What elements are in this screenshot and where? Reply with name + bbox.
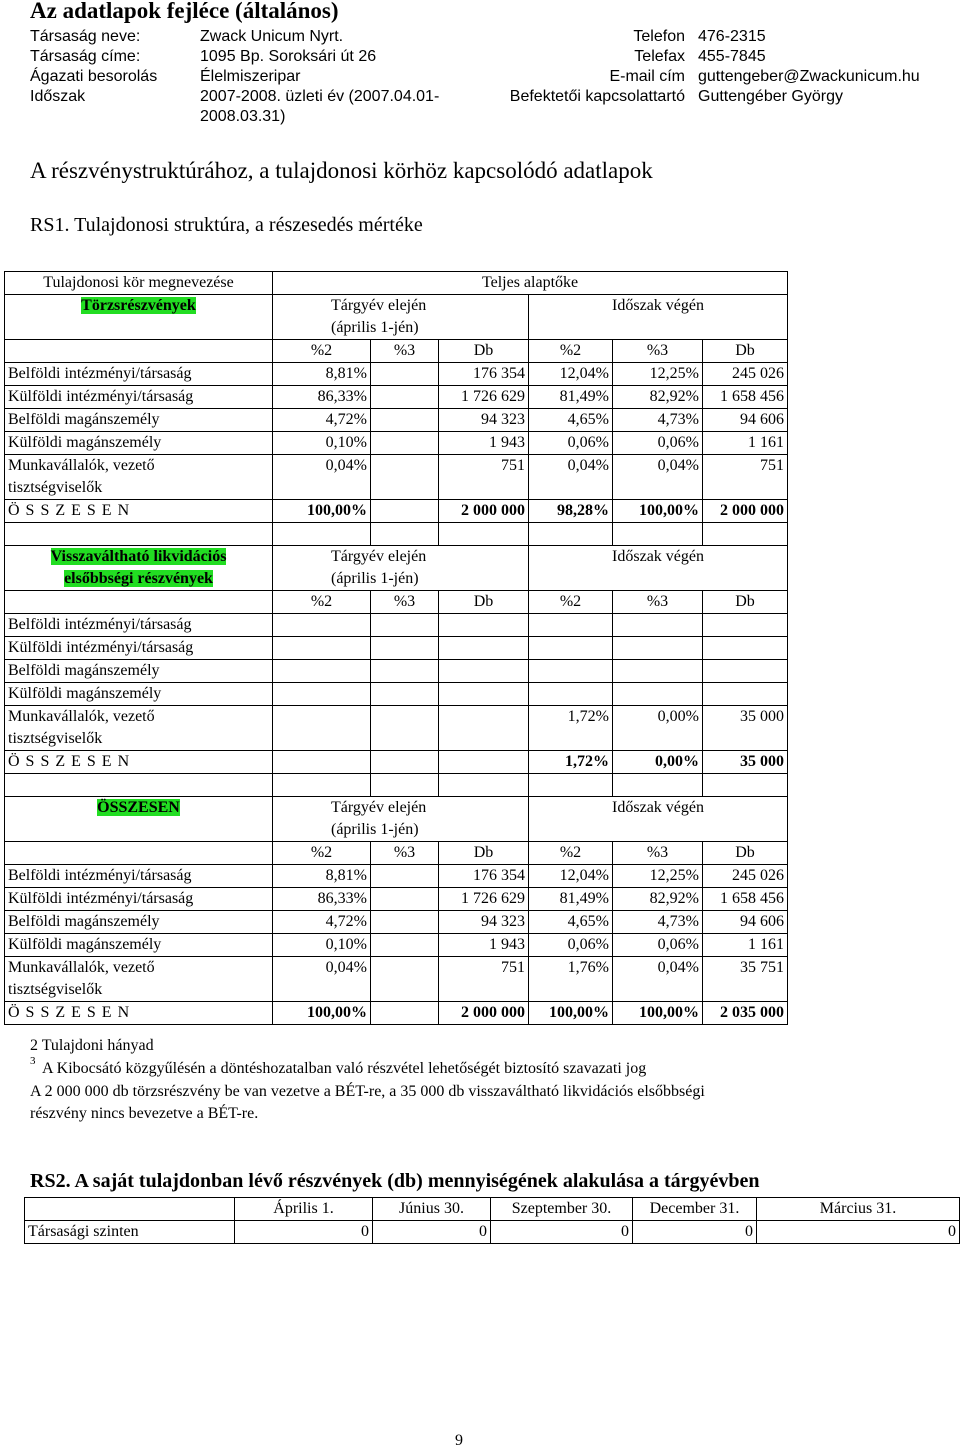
value-cell (439, 614, 529, 637)
blank-cell (613, 774, 703, 797)
total-row (5, 1002, 788, 1025)
value-cell: 1 161 (703, 934, 788, 957)
value-cell (273, 637, 371, 660)
value-cell: 12,04% (529, 363, 613, 386)
owner-category-label: Külföldi intézményi/társaság (8, 639, 194, 656)
value-cell: 86,33% (273, 888, 371, 911)
table-row (5, 455, 788, 500)
header-value: 2007-2008. üzleti év (2007.04.01- (200, 88, 440, 105)
date-column-header: Április 1. (235, 1198, 373, 1221)
value-cell: 1 943 (439, 432, 529, 455)
value-cell: 81,49% (529, 888, 613, 911)
value-cell: 0,04% (613, 957, 703, 1002)
owner-category-label: Belföldi intézményi/társaság (8, 616, 192, 633)
sub-column-header: %2 (273, 591, 371, 614)
table-row (5, 911, 788, 934)
date-column-header: Szeptember 30. (491, 1198, 633, 1221)
table-row (5, 614, 788, 637)
date-column-header: December 31. (633, 1198, 757, 1221)
value-cell: 751 (703, 455, 788, 500)
owner-category-label: Belföldi intézményi/társaság (8, 867, 192, 884)
sub-column-header: Db (439, 842, 529, 865)
block-name-line-2: elsőbbségi részvények (64, 570, 213, 587)
header-label-2: Telefax (634, 48, 685, 65)
rs2-header-row (25, 1198, 960, 1221)
table-row (5, 432, 788, 455)
owner-category (5, 911, 273, 934)
sub-column-header: %2 (273, 340, 371, 363)
block-header-row (5, 295, 788, 340)
value-cell (439, 660, 529, 683)
owner-category-label: Munkavállalók, vezető (8, 457, 155, 474)
value-cell: 751 (439, 455, 529, 500)
value-cell: 0,06% (613, 432, 703, 455)
header-label-2: E-mail cím (609, 68, 685, 85)
total-value: 2 000 000 (703, 500, 788, 523)
owner-category-label-2: tisztségviselők (8, 479, 103, 496)
value-cell: 35 751 (703, 957, 788, 1002)
owner-category (5, 683, 273, 706)
blank-cell (371, 523, 439, 546)
value-cell: 176 354 (439, 363, 529, 386)
value-cell: 94 606 (703, 409, 788, 432)
value-cell: 245 026 (703, 363, 788, 386)
total-value: 0,00% (613, 751, 703, 774)
value-cell (371, 683, 439, 706)
value-cell: 0,04% (273, 957, 371, 1002)
ownership-structure-table (4, 271, 788, 1025)
table-row (5, 637, 788, 660)
value-cell (529, 637, 613, 660)
value-cell: 4,72% (273, 911, 371, 934)
value-cell: 0 (491, 1221, 633, 1244)
blank-cell (273, 774, 371, 797)
value-cell (613, 637, 703, 660)
period-end-header: Időszak végén (529, 295, 788, 340)
total-value (371, 751, 439, 774)
value-cell (371, 614, 439, 637)
value-cell (371, 706, 439, 751)
date-column-header: Március 31. (757, 1198, 960, 1221)
header-value-2: 476-2315 (698, 28, 766, 45)
value-cell: 12,04% (529, 865, 613, 888)
value-cell (371, 957, 439, 1002)
period-end-header: Időszak végén (529, 546, 788, 591)
owner-category (5, 409, 273, 432)
value-cell: 4,73% (613, 409, 703, 432)
sub-column-header: %3 (371, 591, 439, 614)
value-cell (371, 911, 439, 934)
value-cell (613, 660, 703, 683)
total-value (371, 1002, 439, 1025)
table-row (5, 660, 788, 683)
value-cell: 0,04% (529, 455, 613, 500)
footnote-3: A Kibocsátó közgyűlésén a döntéshozatalban való részvétel lehetőségét biztosító szavazati jog (42, 1060, 647, 1077)
value-cell (439, 683, 529, 706)
value-cell: 4,73% (613, 911, 703, 934)
value-cell: 1,72% (529, 706, 613, 751)
sub-column-header-row (5, 340, 788, 363)
value-cell (371, 934, 439, 957)
sub-column-header: %3 (371, 842, 439, 865)
value-cell (371, 888, 439, 911)
value-cell: 94 323 (439, 409, 529, 432)
owner-category (5, 660, 273, 683)
sub-column-header: %2 (529, 340, 613, 363)
sub-column-header-row (5, 842, 788, 865)
sub-column-header: %2 (273, 842, 371, 865)
owner-category-label: Belföldi magánszemély (8, 662, 160, 679)
blank-cell (613, 523, 703, 546)
value-cell (371, 386, 439, 409)
owner-category-label-2: tisztségviselők (8, 981, 103, 998)
owner-category (5, 614, 273, 637)
total-value: 100,00% (613, 500, 703, 523)
owner-category (5, 432, 273, 455)
value-cell: 1 726 629 (439, 386, 529, 409)
header-value: Zwack Unicum Nyrt. (200, 28, 344, 45)
block-name (5, 295, 273, 340)
total-value (439, 751, 529, 774)
total-value: 35 000 (703, 751, 788, 774)
value-cell (439, 706, 529, 751)
value-cell: 245 026 (703, 865, 788, 888)
period-start-label: Tárgyév elején (331, 548, 427, 565)
blank-cell (529, 774, 613, 797)
owner-category-label: Külföldi magánszemély (8, 434, 162, 451)
value-cell: 0,06% (613, 934, 703, 957)
value-cell (273, 660, 371, 683)
total-value: 2 000 000 (439, 500, 529, 523)
owner-category-label: Belföldi magánszemély (8, 411, 160, 428)
blank-cell (371, 774, 439, 797)
owner-category (5, 934, 273, 957)
owner-category (5, 386, 273, 409)
sub-column-header: Db (439, 591, 529, 614)
sub-column-header: %3 (613, 340, 703, 363)
blank-cell (439, 774, 529, 797)
total-value: 98,28% (529, 500, 613, 523)
header-value-2: guttengeber@Zwackunicum.hu (698, 68, 920, 85)
value-cell: 35 000 (703, 706, 788, 751)
table-row (5, 683, 788, 706)
total-row (5, 751, 788, 774)
sub-column-header: %3 (371, 340, 439, 363)
header-label: Ágazati besorolás (30, 68, 158, 85)
owner-category (5, 865, 273, 888)
period-start-label: Tárgyév elején (331, 799, 427, 816)
owner-category (5, 637, 273, 660)
blank-cell (529, 523, 613, 546)
blank-cell (5, 842, 273, 865)
rs2-data-row (25, 1221, 960, 1244)
owner-category (5, 888, 273, 911)
header-value-2: 455-7845 (698, 48, 766, 65)
owner-category (5, 957, 273, 1002)
table-row (5, 957, 788, 1002)
value-cell (273, 683, 371, 706)
sub-column-header: %2 (529, 591, 613, 614)
blank-cell (703, 523, 788, 546)
value-cell (529, 614, 613, 637)
total-value: 1,72% (529, 751, 613, 774)
value-cell: 0,10% (273, 432, 371, 455)
spacer-row (5, 523, 788, 546)
owner-category (5, 706, 273, 751)
header-value: Élelmiszeripar (200, 68, 301, 85)
period-end-header: Időszak végén (529, 797, 788, 842)
value-cell (371, 432, 439, 455)
value-cell (529, 683, 613, 706)
blank-cell (703, 774, 788, 797)
value-cell (703, 683, 788, 706)
header-title: Az adatlapok fejléce (általános) (30, 0, 339, 23)
value-cell (439, 637, 529, 660)
spacer-row (5, 774, 788, 797)
table-row (5, 888, 788, 911)
value-cell: 1 161 (703, 432, 788, 455)
value-cell (371, 409, 439, 432)
block-name-line-1: Törzsrészvények (81, 297, 196, 314)
value-cell (613, 614, 703, 637)
value-cell: 94 606 (703, 911, 788, 934)
total-value: 100,00% (273, 500, 371, 523)
header-label: Időszak (30, 88, 86, 105)
value-cell (273, 614, 371, 637)
blank-cell (5, 340, 273, 363)
table-row (5, 363, 788, 386)
total-value: 100,00% (613, 1002, 703, 1025)
blank-cell (273, 523, 371, 546)
header-label: Társaság címe: (30, 48, 141, 65)
value-cell (613, 683, 703, 706)
owner-category (5, 363, 273, 386)
period-start-header (273, 546, 529, 591)
table-header-row (5, 272, 788, 295)
value-cell (529, 660, 613, 683)
row-label: Társasági szinten (25, 1221, 235, 1244)
sub-column-header: Db (703, 591, 788, 614)
table-row (5, 865, 788, 888)
owner-column-header: Tulajdonosi kör megnevezése (5, 272, 273, 295)
owner-category-label: Belföldi intézményi/társaság (8, 365, 192, 382)
footnote-3-mark: 3 (30, 1055, 36, 1067)
value-cell: 82,92% (613, 888, 703, 911)
value-cell: 81,49% (529, 386, 613, 409)
sub-column-header: Db (703, 842, 788, 865)
value-cell (703, 614, 788, 637)
block-name (5, 797, 273, 842)
value-cell: 8,81% (273, 363, 371, 386)
owner-category-label: Külföldi intézményi/társaság (8, 388, 194, 405)
value-cell: 0,06% (529, 432, 613, 455)
value-cell (703, 637, 788, 660)
table-row (5, 386, 788, 409)
value-cell (371, 637, 439, 660)
blank-cell (25, 1198, 235, 1221)
value-cell (371, 363, 439, 386)
owner-category (5, 455, 273, 500)
owner-category-label: Munkavállalók, vezető (8, 708, 155, 725)
value-cell: 1 658 456 (703, 386, 788, 409)
value-cell: 176 354 (439, 865, 529, 888)
value-cell (273, 706, 371, 751)
value-cell: 4,65% (529, 911, 613, 934)
value-cell: 0 (757, 1221, 960, 1244)
total-value: 100,00% (273, 1002, 371, 1025)
treasury-shares-table (24, 1197, 960, 1244)
note-line-1: A 2 000 000 db törzsrészvény be van vezetve a BÉT-re, a 35 000 db visszaváltható likvidációs elsőbbségi (30, 1083, 705, 1100)
total-value: 2 035 000 (703, 1002, 788, 1025)
owner-category-label-2: tisztségviselők (8, 730, 103, 747)
value-cell: 0,04% (613, 455, 703, 500)
value-cell: 0 (633, 1221, 757, 1244)
total-value (273, 751, 371, 774)
value-cell (371, 865, 439, 888)
total-value: 2 000 000 (439, 1002, 529, 1025)
block-name-line-1: Visszaváltható likvidációs (50, 548, 227, 565)
owner-category-label: Munkavállalók, vezető (8, 959, 155, 976)
period-start-sub: (április 1-jén) (331, 821, 419, 838)
blank-cell (5, 523, 273, 546)
capital-group-header: Teljes alaptőke (273, 272, 788, 295)
value-cell: 0,10% (273, 934, 371, 957)
period-start-label: Tárgyév elején (331, 297, 427, 314)
value-cell: 0,00% (613, 706, 703, 751)
value-cell: 751 (439, 957, 529, 1002)
value-cell: 4,72% (273, 409, 371, 432)
block-header-row (5, 797, 788, 842)
header-value-2: Guttengéber György (698, 88, 843, 105)
owner-category-label: Külföldi magánszemély (8, 685, 162, 702)
value-cell: 82,92% (613, 386, 703, 409)
blank-cell (5, 591, 273, 614)
sub-column-header: Db (703, 340, 788, 363)
header-label-2: Telefon (633, 28, 685, 45)
value-cell (703, 660, 788, 683)
value-cell (371, 455, 439, 500)
value-cell: 0 (235, 1221, 373, 1244)
note-line-2: részvény nincs bevezetve a BÉT-re. (30, 1105, 259, 1122)
blank-cell (439, 523, 529, 546)
total-label: Ö S S Z E S E N (5, 500, 273, 523)
header-label: Társaság neve: (30, 28, 141, 45)
rs2-title: RS2. A saját tulajdonban lévő részvények (db) mennyiségének alakulása a tárgyévben (30, 1170, 760, 1192)
value-cell: 94 323 (439, 911, 529, 934)
total-label: Ö S S Z E S E N (5, 751, 273, 774)
total-value (371, 500, 439, 523)
value-cell: 0 (373, 1221, 491, 1244)
total-label: Ö S S Z E S E N (5, 1002, 273, 1025)
section-title: A részvénystruktúrához, a tulajdonosi körhöz kapcsolódó adatlapok (30, 158, 653, 183)
table-row (5, 706, 788, 751)
owner-category-label: Külföldi intézményi/társaság (8, 890, 194, 907)
blank-cell (5, 774, 273, 797)
rs1-title: RS1. Tulajdonosi struktúra, a részesedés mértéke (30, 214, 423, 236)
value-cell (371, 660, 439, 683)
value-cell: 0,06% (529, 934, 613, 957)
value-cell: 1 658 456 (703, 888, 788, 911)
date-column-header: Június 30. (373, 1198, 491, 1221)
period-start-header (273, 295, 529, 340)
header-value-cont: 2008.03.31) (200, 108, 286, 125)
value-cell: 1 943 (439, 934, 529, 957)
table-row (5, 934, 788, 957)
value-cell: 8,81% (273, 865, 371, 888)
sub-column-header: Db (439, 340, 529, 363)
block-name (5, 546, 273, 591)
value-cell: 86,33% (273, 386, 371, 409)
header-value: 1095 Bp. Soroksári út 26 (200, 48, 377, 65)
table-row (5, 409, 788, 432)
total-row (5, 500, 788, 523)
page-number: 9 (455, 1432, 463, 1449)
total-value: 100,00% (529, 1002, 613, 1025)
footnote-2: 2 Tulajdoni hányad (30, 1037, 154, 1054)
owner-category-label: Külföldi magánszemély (8, 936, 162, 953)
period-start-sub: (április 1-jén) (331, 570, 419, 587)
sub-column-header-row (5, 591, 788, 614)
period-start-sub: (április 1-jén) (331, 319, 419, 336)
owner-category-label: Belföldi magánszemély (8, 913, 160, 930)
value-cell: 1,76% (529, 957, 613, 1002)
value-cell: 12,25% (613, 363, 703, 386)
header-label-2: Befektetői kapcsolattartó (509, 88, 685, 105)
block-name-line-1: ÖSSZESEN (97, 799, 180, 816)
value-cell: 1 726 629 (439, 888, 529, 911)
period-start-header (273, 797, 529, 842)
sub-column-header: %3 (613, 842, 703, 865)
value-cell: 4,65% (529, 409, 613, 432)
sub-column-header: %2 (529, 842, 613, 865)
block-header-row (5, 546, 788, 591)
value-cell: 0,04% (273, 455, 371, 500)
sub-column-header: %3 (613, 591, 703, 614)
value-cell: 12,25% (613, 865, 703, 888)
